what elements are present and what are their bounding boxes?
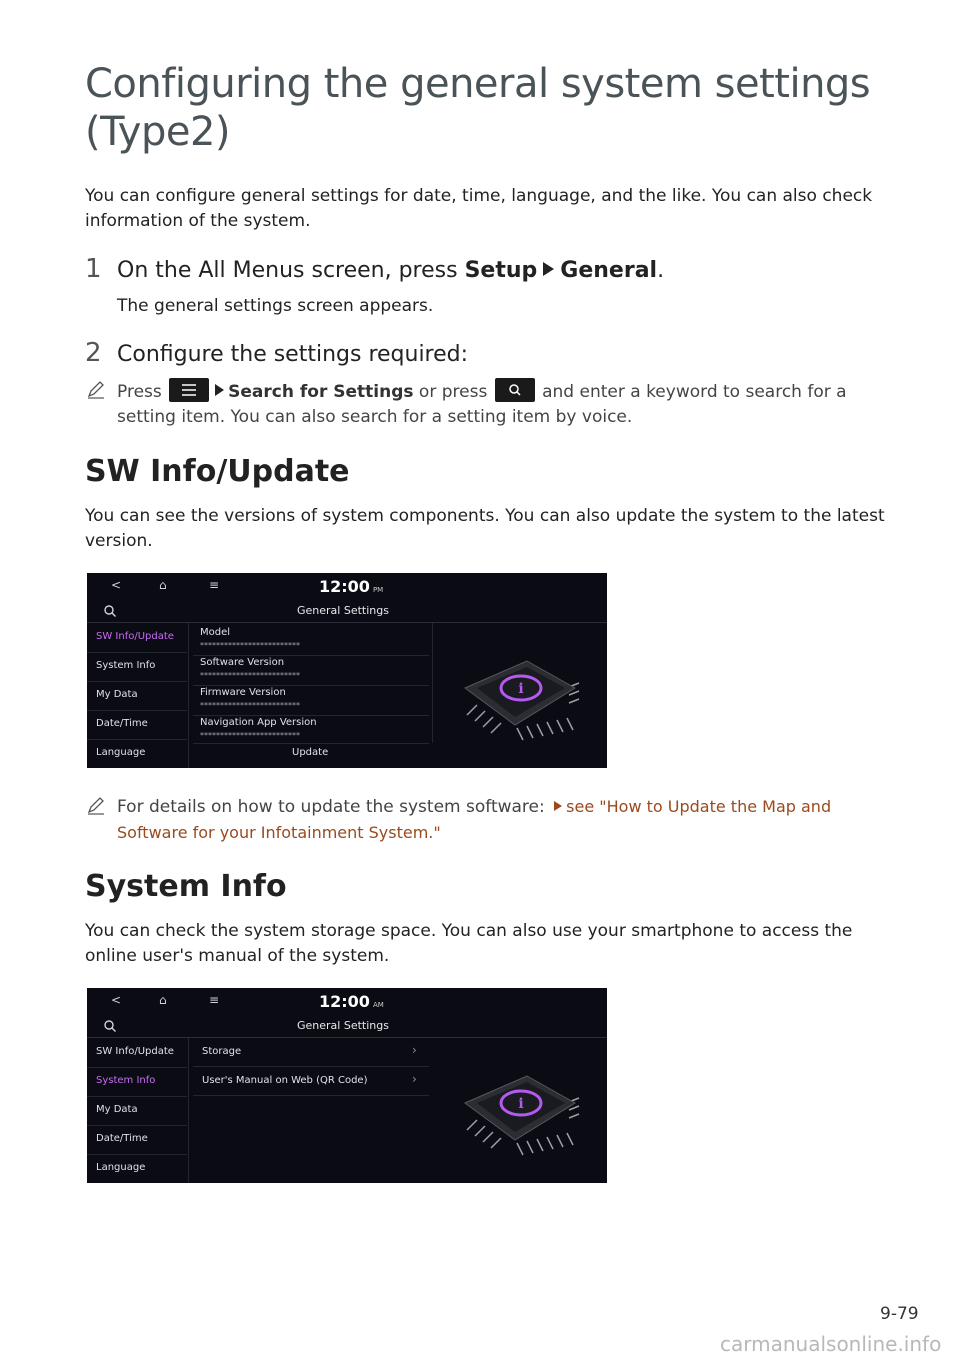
setup-label: Setup [464,258,538,283]
chevron-right-icon: › [412,1072,417,1086]
clock [319,577,383,596]
chevron-right-icon: › [412,1043,417,1057]
step-number: 1 [85,254,102,284]
info-model-label: Model [200,627,231,638]
section-heading-sw-info: SW Info/Update [85,454,350,489]
sw-info-paragraph: You can see the versions of system components. You can also update the system to the latest version. [85,506,885,551]
step-1-suffix: . [657,258,665,283]
step-2-text: Configure the settings required: [117,342,469,367]
pencil-note-icon [85,794,107,816]
pencil-note-icon [85,378,107,400]
update-guide-link[interactable]: see "How to Update the Map and Software for your Infotainment System." [117,797,832,842]
home-icon: ⌂ [159,993,167,1007]
clock-ampm: PM [372,586,384,594]
menu-item-system-info: System Info [96,660,156,671]
menu-item-sw-info: SW Info/Update [96,1046,174,1057]
info-nav-app-version-value: ************************* [200,731,300,740]
note-update-details [85,794,875,846]
arrow-right-icon [543,262,554,276]
clock-ampm: AM [372,1001,384,1009]
back-icon: < [111,578,122,592]
menu-item-language: Language [96,1162,146,1173]
screenshot-system-info [87,988,607,1183]
note-search [85,378,875,430]
intro-paragraph: You can configure general settings for date, time, language, and the like. You can also check information of the system. [85,186,873,231]
page-number: 9-79 [880,1304,919,1324]
menu-item-my-data: My Data [96,689,138,700]
press-text: Press [117,382,162,402]
note-rest-text: and enter a keyword to search for a setting item. You can also search for a setting item by voice. [117,382,847,427]
general-label: General [560,258,658,283]
screen-header [87,599,607,623]
back-icon: < [111,993,122,1007]
info-firmware-version-label: Firmware Version [200,687,286,698]
info-software-version-label: Software Version [200,657,285,668]
step-1 [85,254,664,286]
status-bar [87,988,607,1014]
users-manual-qr-item: User's Manual on Web (QR Code) [202,1075,368,1086]
menu-item-date-time: Date/Time [96,1133,148,1144]
section-heading-system-info: System Info [85,869,287,904]
step-number: 2 [85,338,102,368]
arrow-right-icon [554,801,562,811]
info-firmware-version-value: ************************* [200,701,300,710]
info-software-version-value: ************************* [200,671,300,680]
screenshot-sw-info [87,573,607,768]
svg-text:i: i [518,1096,524,1112]
menu-icon: ≡ [209,578,220,592]
home-icon: ⌂ [159,578,167,592]
screen-title: General Settings [297,1019,389,1032]
arrow-right-icon [215,384,224,396]
step-2 [85,338,468,370]
menu-item-date-time: Date/Time [96,718,148,729]
info-nav-app-version-label: Navigation App Version [200,717,317,728]
clock [319,992,384,1011]
svg-text:i: i [518,681,524,697]
system-info-paragraph: You can check the system storage space. You can also use your smartphone to access the online user's manual of the system. [85,921,853,966]
update-button: Update [292,747,329,758]
menu-icon: ≡ [209,993,220,1007]
menu-item-system-info: System Info [96,1075,156,1086]
step-1-result: The general settings screen appears. [117,296,434,316]
watermark: carmanualsonline.info [720,1332,942,1356]
page-title: Configuring the general system settings (Type2) [85,61,871,155]
or-press-text: or press [418,382,488,402]
search-for-settings-label: Search for Settings [228,382,414,402]
menu-item-language: Language [96,747,146,758]
storage-item: Storage [202,1046,242,1057]
screen-title: General Settings [297,604,389,617]
info-chip-illustration [457,643,582,743]
screen-header [87,1014,607,1038]
step-1-prefix: On the All Menus screen, press [117,258,465,283]
info-model-value: ************************* [200,641,300,650]
status-bar [87,573,607,599]
search-button-icon [495,378,535,402]
settings-menu [87,623,187,768]
search-icon [103,604,117,618]
settings-menu [87,1038,187,1183]
menu-item-my-data: My Data [96,1104,138,1115]
menu-button-icon [169,378,209,402]
clock-time: 12:00 [319,992,370,1011]
clock-time: 12:00 [319,577,370,596]
search-icon [103,1019,117,1033]
info-chip-illustration [457,1058,582,1158]
menu-item-sw-info: SW Info/Update [96,631,174,642]
note-update-text: For details on how to update the system software: [117,797,545,817]
